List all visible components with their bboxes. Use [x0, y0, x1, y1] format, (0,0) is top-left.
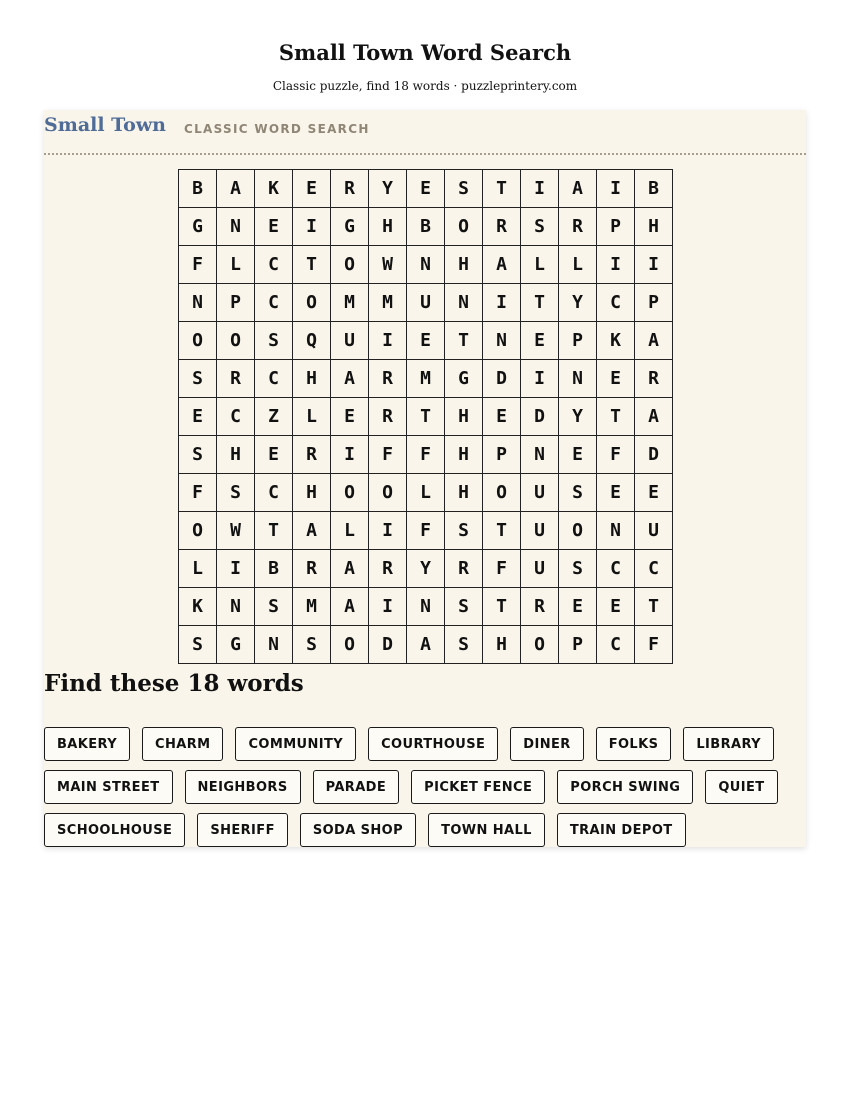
grid-cell[interactable]: G — [331, 208, 369, 246]
grid-cell[interactable]: I — [369, 322, 407, 360]
word-chip: TRAIN DEPOT — [557, 813, 686, 847]
grid-cell[interactable]: R — [331, 170, 369, 208]
word-chip: COMMUNITY — [235, 727, 356, 761]
theme-name: Small Town — [44, 114, 166, 136]
grid-cell[interactable]: Y — [559, 398, 597, 436]
grid-cell[interactable]: A — [293, 512, 331, 550]
grid-cell[interactable]: C — [255, 474, 293, 512]
word-row — [44, 727, 806, 761]
grid-cell[interactable]: H — [217, 436, 255, 474]
grid-cell[interactable]: P — [597, 208, 635, 246]
grid-cell[interactable]: H — [635, 208, 673, 246]
grid-cell[interactable]: T — [483, 170, 521, 208]
grid-cell[interactable]: A — [635, 398, 673, 436]
grid-cell[interactable]: R — [559, 208, 597, 246]
word-chip: TOWN HALL — [428, 813, 545, 847]
grid-cell[interactable]: Y — [407, 550, 445, 588]
grid-cell[interactable]: M — [293, 588, 331, 626]
grid-cell[interactable]: Z — [255, 398, 293, 436]
grid-cell[interactable]: C — [635, 550, 673, 588]
grid-cell[interactable]: S — [521, 208, 559, 246]
grid-cell[interactable]: K — [179, 588, 217, 626]
grid-cell[interactable]: E — [179, 398, 217, 436]
grid-cell[interactable]: N — [407, 246, 445, 284]
grid-cell[interactable]: M — [407, 360, 445, 398]
grid-cell[interactable]: R — [483, 208, 521, 246]
grid-cell[interactable]: S — [445, 626, 483, 664]
grid-cell[interactable]: H — [293, 474, 331, 512]
grid-cell[interactable]: O — [483, 474, 521, 512]
grid-cell[interactable]: A — [635, 322, 673, 360]
grid-cell[interactable]: D — [635, 436, 673, 474]
grid-cell[interactable]: D — [369, 626, 407, 664]
grid-cell[interactable]: O — [445, 208, 483, 246]
card-header — [44, 110, 806, 155]
grid-cell[interactable]: C — [597, 550, 635, 588]
word-chip: SHERIFF — [197, 813, 288, 847]
grid-cell[interactable]: R — [369, 398, 407, 436]
grid-cell[interactable]: I — [369, 512, 407, 550]
word-chip: SODA SHOP — [300, 813, 416, 847]
grid-cell[interactable]: N — [217, 208, 255, 246]
grid-cell[interactable]: D — [483, 360, 521, 398]
grid-cell[interactable]: C — [255, 360, 293, 398]
grid-cell[interactable]: N — [255, 626, 293, 664]
grid-cell[interactable]: A — [331, 550, 369, 588]
grid-cell[interactable]: S — [179, 360, 217, 398]
grid-cell[interactable]: E — [635, 474, 673, 512]
word-chip: QUIET — [705, 770, 777, 804]
word-chip: PICKET FENCE — [411, 770, 545, 804]
grid-cell[interactable]: C — [597, 626, 635, 664]
grid-cell[interactable]: S — [559, 474, 597, 512]
grid-cell[interactable]: E — [559, 588, 597, 626]
grid-cell[interactable]: A — [331, 588, 369, 626]
grid-cell[interactable]: E — [255, 436, 293, 474]
grid-cell[interactable]: E — [293, 170, 331, 208]
grid-cell[interactable]: H — [445, 474, 483, 512]
grid-cell[interactable]: U — [331, 322, 369, 360]
grid-cell[interactable]: A — [331, 360, 369, 398]
grid-cell[interactable]: E — [407, 322, 445, 360]
grid-cell[interactable]: L — [331, 512, 369, 550]
word-row — [44, 813, 806, 847]
puzzle-type-label: CLASSIC WORD SEARCH — [184, 122, 370, 136]
grid-cell[interactable]: O — [179, 322, 217, 360]
grid-cell[interactable]: L — [179, 550, 217, 588]
grid-cell[interactable]: I — [293, 208, 331, 246]
grid-cell[interactable]: I — [369, 588, 407, 626]
grid-cell[interactable]: I — [521, 360, 559, 398]
grid-cell[interactable]: H — [445, 398, 483, 436]
grid-cell[interactable]: F — [369, 436, 407, 474]
grid-cell[interactable]: N — [597, 512, 635, 550]
grid-cell[interactable]: S — [255, 322, 293, 360]
grid-cell[interactable]: P — [217, 284, 255, 322]
grid-cell[interactable]: F — [635, 626, 673, 664]
grid-cell[interactable]: S — [445, 512, 483, 550]
grid-cell[interactable]: F — [407, 512, 445, 550]
grid-cell[interactable]: I — [597, 246, 635, 284]
grid-cell[interactable]: E — [407, 170, 445, 208]
grid-cell[interactable]: R — [445, 550, 483, 588]
grid-cell[interactable]: R — [217, 360, 255, 398]
grid-cell[interactable]: C — [217, 398, 255, 436]
grid-cell[interactable]: S — [293, 626, 331, 664]
grid-cell[interactable]: T — [445, 322, 483, 360]
grid-cell[interactable]: I — [597, 170, 635, 208]
grid-cell[interactable]: M — [369, 284, 407, 322]
word-chip: DINER — [510, 727, 583, 761]
grid-cell[interactable]: O — [217, 322, 255, 360]
grid-cell[interactable]: S — [559, 550, 597, 588]
puzzle-card — [44, 110, 806, 847]
grid-cell[interactable]: M — [331, 284, 369, 322]
grid-cell[interactable]: F — [179, 246, 217, 284]
grid-cell[interactable]: U — [521, 474, 559, 512]
grid-cell[interactable]: D — [521, 398, 559, 436]
grid-cell[interactable]: C — [597, 284, 635, 322]
word-chip: PARADE — [313, 770, 400, 804]
grid-cell[interactable]: E — [521, 322, 559, 360]
grid-cell[interactable]: G — [217, 626, 255, 664]
grid-cell[interactable]: O — [293, 284, 331, 322]
grid-cell[interactable]: A — [217, 170, 255, 208]
grid-cell[interactable]: N — [559, 360, 597, 398]
word-chip: MAIN STREET — [44, 770, 173, 804]
page-subtitle: Classic puzzle, find 18 words · puzzleprintery.com — [272, 79, 578, 93]
grid-cell[interactable]: T — [597, 398, 635, 436]
grid-cell[interactable]: S — [179, 626, 217, 664]
grid-cell[interactable]: L — [407, 474, 445, 512]
grid-cell[interactable]: N — [179, 284, 217, 322]
grid-cell[interactable]: E — [559, 436, 597, 474]
grid-cell[interactable]: R — [293, 436, 331, 474]
grid-cell[interactable]: T — [483, 588, 521, 626]
grid-cell[interactable]: W — [217, 512, 255, 550]
grid-cell[interactable]: O — [331, 246, 369, 284]
grid-cell[interactable]: Q — [293, 322, 331, 360]
grid-cell[interactable]: F — [407, 436, 445, 474]
word-chip: LIBRARY — [683, 727, 774, 761]
grid-cell[interactable]: A — [559, 170, 597, 208]
letter-grid — [178, 169, 673, 664]
grid-cell[interactable]: N — [483, 322, 521, 360]
word-chip: CHARM — [142, 727, 223, 761]
grid-cell[interactable]: N — [407, 588, 445, 626]
grid-cell[interactable]: P — [635, 284, 673, 322]
grid-cell[interactable]: U — [635, 512, 673, 550]
grid-cell[interactable]: S — [445, 170, 483, 208]
grid-cell[interactable]: O — [179, 512, 217, 550]
grid-cell[interactable]: L — [559, 246, 597, 284]
grid-cell[interactable]: E — [255, 208, 293, 246]
grid-cell[interactable]: F — [483, 550, 521, 588]
word-chip: PORCH SWING — [557, 770, 693, 804]
grid-cell[interactable]: E — [597, 588, 635, 626]
grid-cell[interactable]: P — [483, 436, 521, 474]
grid-cell[interactable]: A — [483, 246, 521, 284]
grid-cell[interactable]: K — [597, 322, 635, 360]
word-chip: NEIGHBORS — [185, 770, 301, 804]
grid-cell[interactable]: I — [635, 246, 673, 284]
grid-cell[interactable]: T — [483, 512, 521, 550]
grid-cell[interactable]: L — [217, 246, 255, 284]
grid-cell[interactable]: T — [255, 512, 293, 550]
grid-cell[interactable]: R — [635, 360, 673, 398]
grid-cell[interactable]: S — [179, 436, 217, 474]
page-header — [0, 38, 850, 94]
grid-cell[interactable]: H — [445, 246, 483, 284]
grid-cell[interactable]: H — [293, 360, 331, 398]
page-title: Small Town Word Search — [278, 40, 572, 65]
grid-cell[interactable]: I — [217, 550, 255, 588]
grid-cell[interactable]: N — [445, 284, 483, 322]
grid-cell[interactable]: U — [521, 550, 559, 588]
grid-cell[interactable]: P — [559, 322, 597, 360]
grid-cell[interactable]: B — [179, 170, 217, 208]
word-list — [44, 727, 806, 856]
word-row — [44, 770, 806, 804]
grid-cell[interactable]: U — [521, 512, 559, 550]
grid-cell[interactable]: E — [483, 398, 521, 436]
grid-cell[interactable]: G — [445, 360, 483, 398]
grid-cell[interactable]: N — [521, 436, 559, 474]
grid-cell[interactable]: C — [255, 246, 293, 284]
grid-cell[interactable]: G — [179, 208, 217, 246]
grid-cell[interactable]: A — [407, 626, 445, 664]
grid-cell[interactable]: P — [559, 626, 597, 664]
grid-cell[interactable]: I — [521, 170, 559, 208]
grid-cell[interactable]: B — [255, 550, 293, 588]
grid-cell[interactable]: B — [635, 170, 673, 208]
grid-cell[interactable]: R — [369, 360, 407, 398]
grid-cell[interactable]: S — [445, 588, 483, 626]
grid-cell[interactable]: O — [331, 626, 369, 664]
grid-cell[interactable]: B — [407, 208, 445, 246]
grid-cell[interactable]: W — [369, 246, 407, 284]
grid-cell[interactable]: K — [255, 170, 293, 208]
grid-cell[interactable]: F — [179, 474, 217, 512]
word-chip: SCHOOLHOUSE — [44, 813, 185, 847]
grid-cell[interactable]: Y — [369, 170, 407, 208]
grid-cell[interactable]: T — [407, 398, 445, 436]
grid-cell[interactable]: T — [521, 284, 559, 322]
grid-cell[interactable]: L — [521, 246, 559, 284]
grid-cell[interactable]: H — [483, 626, 521, 664]
grid-cell[interactable]: T — [293, 246, 331, 284]
grid-cell[interactable]: S — [255, 588, 293, 626]
grid-cell[interactable]: F — [597, 436, 635, 474]
grid-cell[interactable]: R — [521, 588, 559, 626]
grid-cell[interactable]: O — [559, 512, 597, 550]
grid-cell[interactable]: R — [293, 550, 331, 588]
grid-cell[interactable]: R — [369, 550, 407, 588]
word-chip: FOLKS — [596, 727, 672, 761]
grid-cell[interactable]: I — [483, 284, 521, 322]
word-chip: BAKERY — [44, 727, 130, 761]
grid-cell[interactable]: N — [217, 588, 255, 626]
grid-cell[interactable]: C — [255, 284, 293, 322]
word-chip: COURTHOUSE — [368, 727, 498, 761]
grid-cell[interactable]: L — [293, 398, 331, 436]
grid-cell[interactable]: O — [369, 474, 407, 512]
grid-cell[interactable]: S — [217, 474, 255, 512]
word-list-heading: Find these 18 words — [44, 670, 304, 697]
grid-cell[interactable]: T — [635, 588, 673, 626]
grid-cell[interactable]: E — [331, 398, 369, 436]
grid-cell[interactable]: E — [597, 360, 635, 398]
grid-cell[interactable]: E — [597, 474, 635, 512]
grid-cell[interactable]: H — [369, 208, 407, 246]
grid-cell[interactable]: U — [407, 284, 445, 322]
grid-cell[interactable]: O — [521, 626, 559, 664]
grid-cell[interactable]: Y — [559, 284, 597, 322]
grid-cell[interactable]: I — [331, 436, 369, 474]
grid-cell[interactable]: H — [445, 436, 483, 474]
grid-cell[interactable]: O — [331, 474, 369, 512]
